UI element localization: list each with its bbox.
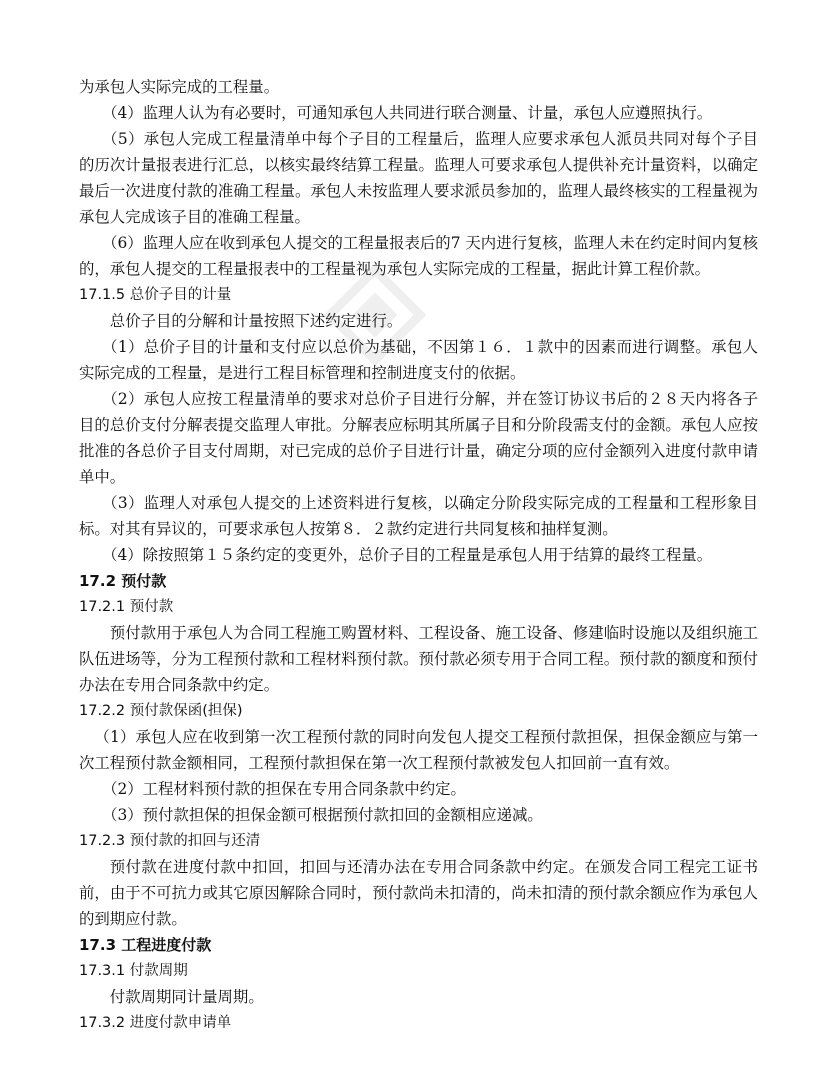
section-heading: 17.1.5 总价子目的计量 xyxy=(79,287,232,303)
paragraph: （4）除按照第１５条约定的变更外，总价子目的工程量是承包人用于结算的最终工程量。 xyxy=(102,546,713,564)
paragraph: （2）承包人应按工程量清单的要求对总价子目进行分解，并在签订协议书后的２８天内将各子目的总价支付分解表提交监理人审批。分解表应标明其所属子目和分阶段需支付的金额。承包人应按批准的各总价子目支付周期，对已完成的总价子目进行计量，确定分项的应付金额列入进度付款申请单中。 xyxy=(79,390,758,486)
section-heading: 17.2.1 预付款 xyxy=(79,599,174,615)
paragraph: （1）总价子目的计量和支付应以总价为基础，不因第１６．１款中的因素而进行调整。承包人实际完成的工程量，是进行工程目标管理和控制进度支付的依据。 xyxy=(79,338,758,382)
section-heading: 17.3 工程进度付款 xyxy=(79,936,212,954)
paragraph: 预付款用于承包人为合同工程施工购置材料、工程设备、施工设备、修建临时设施以及组织施工队伍进场等，分为工程预付款和工程材料预付款。预付款必须专用于合同工程。预付款的额度和预付办法在专用合同条款中约定。 xyxy=(79,624,758,694)
paragraph: （2）工程材料预付款的担保在专用合同条款中约定。 xyxy=(102,780,466,798)
paragraph: （3）预付款担保的担保金额可根据预付款扣回的金额相应递减。 xyxy=(102,806,543,824)
paragraph: （6）监理人应在收到承包人提交的工程量报表后的7 天内进行复核，监理人未在约定时间内复核的，承包人提交的工程量报表中的工程量视为承包人实际完成的工程量，据此计算工程价款。 xyxy=(79,234,758,278)
section-heading: 17.3.2 进度付款申请单 xyxy=(79,1015,232,1031)
paragraph: 预付款在进度付款中扣回，扣回与还清办法在专用合同条款中约定。在颁发合同工程完工证书前，由于不可抗力或其它原因解除合同时，预付款尚未扣清的，尚未扣清的预付款余额应作为承包人的到期应付款。 xyxy=(79,858,758,928)
section-heading: 17.2.3 预付款的扣回与还清 xyxy=(79,833,261,849)
paragraph: （5）承包人完成工程量清单中每个子目的工程量后，监理人应要求承包人派员共同对每个子目的历次计量报表进行汇总，以核实最终结算工程量。监理人可要求承包人提供补充计量资料，以确定最后一次进度付款的准确工程量。承包人未按监理人要求派员参加的，监理人最终核实的工程量视为承包人完成该子目的准确工程量。 xyxy=(79,130,758,226)
paragraph: （1）承包人应在收到第一次工程预付款的同时向发包人提交工程预付款担保，担保金额应与第一次工程预付款金额相同，工程预付款担保在第一次工程预付款被发包人扣回前一直有效。 xyxy=(79,728,758,772)
paragraph: 总价子目的分解和计量按照下述约定进行。 xyxy=(109,312,403,330)
paragraph: 付款周期同计量周期。 xyxy=(109,988,264,1006)
paragraph: 为承包人实际完成的工程量。 xyxy=(79,78,280,96)
section-heading: 17.2 预付款 xyxy=(79,572,167,590)
paragraph: （4）监理人认为有必要时，可通知承包人共同进行联合测量、计量，承包人应遵照执行。 xyxy=(102,104,713,122)
section-heading: 17.3.1 付款周期 xyxy=(79,963,188,979)
section-heading: 17.2.2 预付款保函(担保) xyxy=(79,703,243,719)
document-body xyxy=(79,74,758,1036)
paragraph: （3）监理人对承包人提交的上述资料进行复核，以确定分阶段实际完成的工程量和工程形象目标。对其有异议的，可要求承包人按第８．２款约定进行共同复核和抽样复测。 xyxy=(79,494,758,538)
